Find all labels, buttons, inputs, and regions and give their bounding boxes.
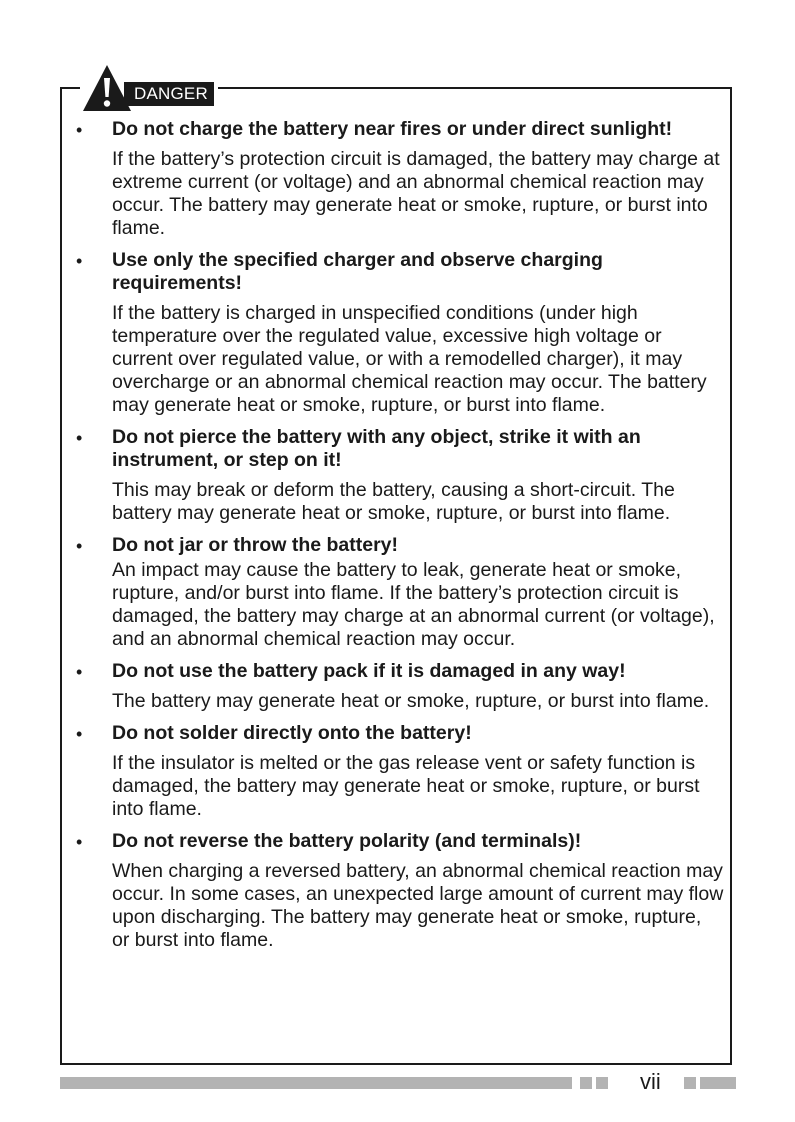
item-body: An impact may cause the battery to leak, generate heat or smoke, rupture, and/or burst into flame. If the battery’s protection circuit is damaged, the battery may charge at an abnormal current (or voltage), and an abnormal chemical reaction may occur.: [112, 559, 715, 650]
list-item: [74, 249, 724, 417]
item-body: If the battery’s protection circuit is damaged, the battery may charge at extreme current (or voltage) and an abnormal chemical reaction may occur. The battery may generate heat or smoke, rupture, or burst into flame.: [112, 148, 720, 239]
item-body: The battery may generate heat or smoke, rupture, or burst into flame.: [112, 690, 710, 712]
footer-bar-block: [684, 1077, 696, 1089]
bullet: •: [76, 428, 83, 448]
list-item: [74, 830, 724, 952]
item-body: If the battery is charged in unspecified conditions (under high temperature over the regulated value, excessive high voltage or current over regulated value, or with a remodelled charger), it may overcharge or an abnormal chemical reaction may occur. The battery may generate heat or smoke, rupture, or burst into flame.: [112, 302, 707, 416]
item-title: Do not charge the battery near fires or under direct sunlight!: [112, 118, 673, 140]
list-item: [74, 534, 724, 651]
item-title: Do not use the battery pack if it is damaged in any way!: [112, 660, 626, 682]
bullet: •: [76, 662, 83, 682]
danger-label: DANGER: [124, 82, 214, 106]
list-item: [74, 426, 724, 525]
danger-list: [74, 118, 724, 952]
page-number: vii: [640, 1069, 661, 1094]
bullet: •: [76, 832, 83, 852]
item-title: Do not reverse the battery polarity (and terminals)!: [112, 830, 582, 852]
footer-bar-block: [596, 1077, 608, 1089]
item-body: If the insulator is melted or the gas release vent or safety function is damaged, the battery may generate heat or smoke, rupture, or burst into flame.: [112, 752, 700, 820]
item-title: Do not jar or throw the battery!: [112, 534, 399, 556]
item-title: Do not pierce the battery with any object, strike it with an instrument, or step on it!: [112, 426, 641, 471]
list-item: [74, 118, 724, 240]
list-item: [74, 722, 724, 821]
danger-header: [80, 62, 218, 112]
bullet: •: [76, 724, 83, 744]
bullet: •: [76, 251, 83, 271]
item-body: This may break or deform the battery, causing a short-circuit. The battery may generate heat or smoke, rupture, or burst into flame.: [112, 479, 675, 524]
item-title: Use only the specified charger and observe charging requirements!: [112, 249, 603, 294]
item-title: Do not solder directly onto the battery!: [112, 722, 472, 744]
bullet: •: [76, 536, 83, 556]
footer-bar-block: [700, 1077, 736, 1089]
list-item: [74, 660, 724, 713]
footer-bar-block: [580, 1077, 592, 1089]
bullet: •: [76, 120, 83, 140]
item-body: When charging a reversed battery, an abnormal chemical reaction may occur. In some cases, an unexpected large amount of current may flow upon discharging. The battery may generate heat or smoke, rupture, or burst into flame.: [112, 860, 724, 951]
footer-bar: [60, 1077, 572, 1089]
